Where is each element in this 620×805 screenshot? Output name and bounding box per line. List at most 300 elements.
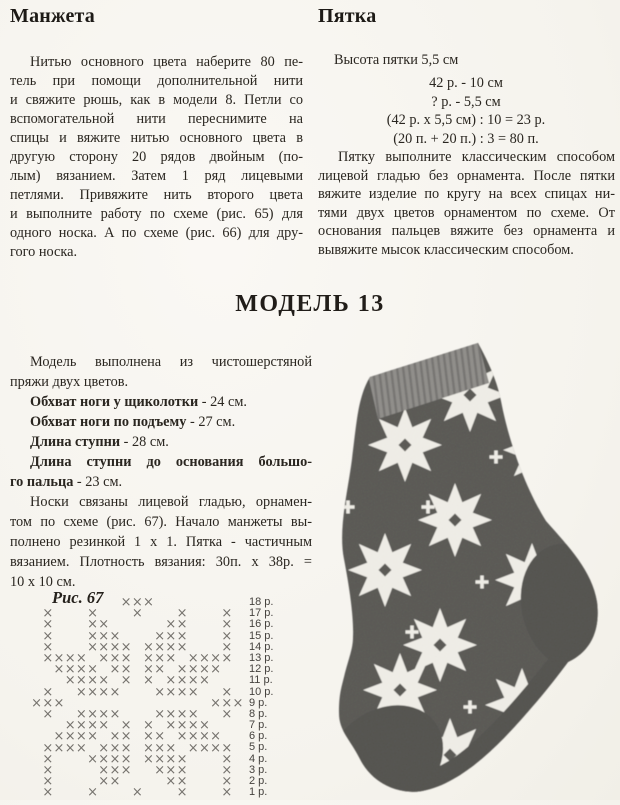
text-line bbox=[318, 241, 615, 260]
stitch-symbol: × bbox=[154, 740, 166, 756]
stitch-symbol: × bbox=[165, 718, 177, 734]
stitch-symbol: × bbox=[120, 762, 132, 778]
stitch-symbol: × bbox=[210, 729, 222, 745]
empty-cell bbox=[210, 787, 221, 798]
stitch-symbol: × bbox=[75, 706, 87, 722]
empty-cell bbox=[76, 619, 87, 630]
heel-section-title: Пятка bbox=[318, 5, 377, 27]
text: Нитью основного цвета наберите 80 пе- bbox=[30, 54, 303, 70]
stitch-symbol: × bbox=[154, 729, 166, 745]
empty-cell bbox=[53, 597, 64, 608]
empty-cell bbox=[53, 619, 64, 630]
text-line bbox=[10, 53, 303, 72]
text: и выполните работу по схеме (рис. 65) для bbox=[10, 206, 303, 222]
chart-row-label: 11 р. bbox=[249, 674, 273, 687]
empty-cell bbox=[132, 642, 143, 653]
empty-cell bbox=[31, 787, 42, 798]
stitch-symbol: × bbox=[187, 662, 199, 678]
text: вспомогательной нити переснимите на bbox=[10, 111, 303, 127]
stitch-symbol: × bbox=[154, 684, 166, 700]
empty-cell bbox=[188, 765, 199, 776]
empty-cell bbox=[210, 619, 221, 630]
stitch-symbol: × bbox=[131, 606, 143, 622]
text-line bbox=[10, 512, 312, 532]
empty-cell bbox=[232, 720, 243, 731]
stitch-symbol: × bbox=[131, 785, 143, 801]
chart-row bbox=[31, 762, 244, 778]
empty-cell bbox=[188, 597, 199, 608]
stitch-symbol: × bbox=[120, 673, 132, 689]
text: основания пальцев вяжите без орнамента и bbox=[318, 223, 615, 240]
text-line bbox=[318, 204, 615, 223]
empty-cell bbox=[199, 619, 210, 630]
stitch-symbol: × bbox=[221, 684, 233, 700]
stitch-symbol: × bbox=[176, 662, 188, 678]
empty-cell bbox=[109, 787, 120, 798]
empty-cell bbox=[188, 787, 199, 798]
model-paragraph bbox=[10, 352, 312, 592]
chart-row bbox=[31, 706, 244, 722]
stitch-symbol: × bbox=[232, 695, 244, 711]
empty-cell bbox=[76, 631, 87, 642]
stitch-symbol: × bbox=[143, 718, 154, 734]
stitch-symbol: × bbox=[87, 617, 98, 633]
chart-row bbox=[31, 673, 244, 689]
text: тями двух цветов орнаментом по схеме. От bbox=[318, 204, 615, 221]
chart-row-label: 18 р. bbox=[249, 596, 274, 608]
stitch-symbol: × bbox=[165, 774, 177, 790]
text-line bbox=[10, 243, 303, 262]
heel-height-line: Высота пятки 5,5 см bbox=[334, 52, 459, 68]
empty-cell bbox=[53, 754, 64, 765]
text: петлями. Привяжите нить второго цвета bbox=[10, 187, 303, 203]
empty-cell bbox=[121, 619, 132, 630]
text: - 23 см. bbox=[73, 474, 123, 490]
chart-row-label: 16 р. bbox=[249, 618, 274, 631]
stitch-symbol: × bbox=[176, 673, 188, 689]
empty-cell bbox=[232, 631, 243, 642]
chart-row-label: 9 р. bbox=[249, 696, 268, 709]
text: - 28 см. bbox=[120, 434, 169, 450]
empty-cell bbox=[31, 597, 42, 608]
empty-cell bbox=[210, 709, 221, 720]
empty-cell bbox=[210, 675, 221, 686]
bold-text: Длина ступни bbox=[30, 434, 121, 450]
empty-cell bbox=[132, 675, 143, 686]
stitch-symbol: × bbox=[221, 628, 233, 644]
stitch-symbol: × bbox=[75, 729, 87, 745]
text: гого носка. bbox=[10, 244, 78, 260]
empty-cell bbox=[232, 653, 243, 664]
stitch-symbol: × bbox=[53, 740, 65, 756]
empty-cell bbox=[121, 698, 132, 709]
empty-cell bbox=[98, 787, 109, 798]
empty-cell bbox=[132, 731, 143, 742]
stitch-symbol: × bbox=[42, 785, 54, 801]
text-line bbox=[10, 224, 303, 243]
stitch-symbol: × bbox=[87, 606, 98, 622]
stitch-symbol: × bbox=[87, 729, 98, 745]
stitch-symbol: × bbox=[109, 740, 121, 756]
empty-cell bbox=[53, 608, 64, 619]
stitch-symbol: × bbox=[98, 673, 110, 689]
heel-calc-line: (20 п. + 20 п.) : 3 = 80 п. bbox=[393, 130, 539, 147]
stitch-symbol: × bbox=[176, 628, 188, 644]
empty-cell bbox=[121, 608, 132, 619]
stitch-symbol: × bbox=[42, 628, 54, 644]
empty-cell bbox=[31, 664, 42, 675]
stitch-symbol: × bbox=[64, 673, 76, 689]
empty-cell bbox=[121, 787, 132, 798]
stitch-symbol: × bbox=[75, 718, 87, 734]
stitch-symbol: × bbox=[42, 617, 54, 633]
stitch-symbol: × bbox=[221, 751, 233, 767]
empty-cell bbox=[132, 698, 143, 709]
text: лым) вязанием. Затем 1 ряд лицевыми bbox=[10, 168, 303, 184]
chart-row bbox=[31, 628, 244, 644]
stitch-symbol: × bbox=[53, 729, 65, 745]
empty-cell bbox=[65, 698, 76, 709]
empty-cell bbox=[76, 776, 87, 787]
chart-row-label: 1 р. bbox=[249, 786, 268, 799]
stitch-symbol: × bbox=[109, 774, 121, 790]
stitch-symbol: × bbox=[143, 673, 154, 689]
empty-cell bbox=[188, 776, 199, 787]
stitch-symbol: × bbox=[109, 651, 121, 667]
stitch-symbol: × bbox=[176, 606, 188, 622]
stitch-symbol: × bbox=[64, 662, 76, 678]
empty-cell bbox=[199, 631, 210, 642]
heel-paragraph bbox=[318, 148, 615, 260]
stitch-symbol: × bbox=[98, 751, 110, 767]
stitch-symbol: × bbox=[42, 706, 54, 722]
text: вяжите изделие по кругу на всех спицах ни- bbox=[318, 186, 615, 203]
text-line bbox=[10, 532, 312, 552]
stitch-symbol: × bbox=[87, 785, 98, 801]
stitch-symbol: × bbox=[221, 695, 233, 711]
empty-cell bbox=[31, 653, 42, 664]
text-line bbox=[10, 352, 312, 372]
empty-cell bbox=[121, 776, 132, 787]
empty-cell bbox=[132, 742, 143, 753]
stitch-symbol: × bbox=[165, 617, 177, 633]
chart-row-label: 17 р. bbox=[249, 607, 274, 620]
stitch-symbol: × bbox=[42, 639, 54, 655]
stitch-symbol: × bbox=[176, 706, 188, 722]
stitch-symbol: × bbox=[187, 729, 199, 745]
stitch-symbol: × bbox=[187, 651, 199, 667]
stitch-symbol: × bbox=[143, 595, 154, 611]
heel-calc-line: 42 р. - 10 см bbox=[429, 75, 503, 91]
stitch-symbol: × bbox=[210, 695, 222, 711]
text: - 27 см. bbox=[186, 414, 236, 430]
text-line bbox=[10, 110, 303, 129]
text-line bbox=[318, 185, 615, 204]
empty-cell bbox=[76, 597, 87, 608]
stitch-symbol: × bbox=[42, 695, 54, 711]
stitch-symbol: × bbox=[75, 651, 87, 667]
text-line bbox=[10, 552, 312, 572]
empty-cell bbox=[221, 720, 232, 731]
stitch-symbol: × bbox=[109, 639, 121, 655]
chart-row-label: 5 р. bbox=[249, 741, 268, 754]
stitch-symbol: × bbox=[143, 751, 154, 767]
empty-cell bbox=[154, 597, 165, 608]
stitch-symbol: × bbox=[221, 606, 233, 622]
bold-text: го пальца bbox=[10, 474, 74, 490]
chart-row bbox=[31, 695, 244, 711]
empty-cell bbox=[121, 687, 132, 698]
sock-photo-illustration bbox=[326, 341, 616, 800]
stitch-symbol: × bbox=[187, 706, 199, 722]
stitch-symbol: × bbox=[154, 706, 166, 722]
text-line bbox=[10, 492, 312, 512]
stitch-symbol: × bbox=[154, 651, 166, 667]
stitch-symbol: × bbox=[165, 740, 177, 756]
empty-cell bbox=[199, 698, 210, 709]
heel-calc-block bbox=[318, 74, 614, 148]
empty-cell bbox=[154, 776, 165, 787]
stitch-symbol: × bbox=[109, 684, 121, 700]
chart-row-label: 13 р. bbox=[249, 651, 274, 664]
empty-cell bbox=[232, 787, 243, 798]
empty-cell bbox=[76, 754, 87, 765]
empty-cell bbox=[31, 776, 42, 787]
text: тель при помощи дополнительной нити bbox=[10, 73, 303, 89]
stitch-symbol: × bbox=[176, 718, 188, 734]
stitch-symbol: × bbox=[198, 729, 210, 745]
empty-cell bbox=[53, 765, 64, 776]
text-line bbox=[10, 205, 303, 224]
stitch-symbol: × bbox=[120, 718, 132, 734]
heel-calc-line: ? р. - 5,5 см bbox=[431, 93, 501, 110]
stitch-symbol: × bbox=[75, 684, 87, 700]
empty-cell bbox=[31, 619, 42, 630]
stitch-symbol: × bbox=[98, 740, 110, 756]
text: вывяжите мысок классическим способом. bbox=[318, 241, 574, 258]
stitch-symbol: × bbox=[176, 684, 188, 700]
stitch-symbol: × bbox=[120, 651, 132, 667]
empty-cell bbox=[76, 608, 87, 619]
stitch-symbol: × bbox=[176, 762, 188, 778]
empty-cell bbox=[132, 709, 143, 720]
empty-cell bbox=[210, 608, 221, 619]
sock-photo bbox=[326, 341, 616, 800]
text-line bbox=[10, 432, 312, 452]
stitch-symbol: × bbox=[176, 774, 188, 790]
empty-cell bbox=[199, 776, 210, 787]
empty-cell bbox=[65, 687, 76, 698]
knitting-chart bbox=[31, 595, 244, 801]
text: - 24 см. bbox=[198, 394, 247, 410]
empty-cell bbox=[132, 619, 143, 630]
bold-text: Обхват ноги по подъему bbox=[30, 414, 187, 430]
stitch-symbol: × bbox=[176, 617, 188, 633]
text-line bbox=[318, 222, 615, 241]
stitch-symbol: × bbox=[198, 673, 210, 689]
stitch-symbol: × bbox=[64, 740, 76, 756]
empty-cell bbox=[210, 754, 221, 765]
stitch-symbol: × bbox=[165, 684, 177, 700]
stitch-symbol: × bbox=[221, 651, 233, 667]
stitch-symbol: × bbox=[53, 695, 65, 711]
empty-cell bbox=[132, 664, 143, 675]
cuff-paragraph bbox=[10, 53, 303, 262]
text: спицы и вяжите нитью основного цвета в bbox=[10, 130, 303, 146]
text: Пятку выполните классическим способом bbox=[338, 149, 615, 165]
stitch-symbol: × bbox=[154, 751, 166, 767]
text: вязанием. Плотность вязания: 30п. х 38р. = bbox=[10, 554, 312, 570]
text: Модель выполнена из чистошерстяной bbox=[30, 354, 312, 370]
stitch-symbol: × bbox=[42, 684, 54, 700]
text: и свяжите рюшь, как в модели 8. Петли со bbox=[10, 92, 303, 108]
stitch-symbol: × bbox=[165, 628, 177, 644]
stitch-symbol: × bbox=[154, 639, 166, 655]
empty-cell bbox=[132, 687, 143, 698]
stitch-symbol: × bbox=[176, 751, 188, 767]
chart-row-label: 10 р. bbox=[249, 685, 274, 698]
stitch-symbol: × bbox=[198, 651, 210, 667]
empty-cell bbox=[188, 754, 199, 765]
stitch-symbol: × bbox=[98, 706, 110, 722]
empty-cell bbox=[87, 765, 98, 776]
stitch-symbol: × bbox=[165, 762, 177, 778]
chart-row-labels bbox=[249, 597, 273, 798]
stitch-symbol: × bbox=[53, 662, 65, 678]
stitch-symbol: × bbox=[98, 617, 110, 633]
text-line bbox=[10, 129, 303, 148]
figure-label: Рис. 67 bbox=[52, 588, 104, 607]
empty-cell bbox=[232, 765, 243, 776]
text-line bbox=[318, 148, 615, 167]
model-title: МОДЕЛЬ 13 bbox=[235, 291, 385, 317]
stitch-symbol: × bbox=[221, 762, 233, 778]
empty-cell bbox=[232, 664, 243, 675]
stitch-symbol: × bbox=[109, 662, 121, 678]
text-line bbox=[10, 148, 303, 167]
empty-cell bbox=[210, 765, 221, 776]
empty-cell bbox=[232, 608, 243, 619]
stitch-symbol: × bbox=[98, 651, 110, 667]
chart-row bbox=[31, 617, 244, 633]
stitch-symbol: × bbox=[75, 740, 87, 756]
stitch-symbol: × bbox=[221, 740, 233, 756]
stitch-symbol: × bbox=[42, 774, 54, 790]
text: 10 х 10 см. bbox=[10, 574, 76, 590]
stitch-symbol: × bbox=[221, 617, 233, 633]
stitch-symbol: × bbox=[98, 774, 110, 790]
stitch-symbol: × bbox=[87, 751, 98, 767]
stitch-symbol: × bbox=[42, 651, 54, 667]
text: том по схеме (рис. 67). Начало манжеты вы- bbox=[10, 514, 312, 530]
empty-cell bbox=[143, 776, 154, 787]
stitch-symbol: × bbox=[98, 718, 110, 734]
empty-cell bbox=[76, 787, 87, 798]
stitch-symbol: × bbox=[42, 751, 54, 767]
chart-row-label: 8 р. bbox=[249, 707, 268, 720]
stitch-symbol: × bbox=[42, 762, 54, 778]
text: пряжи двух цветов. bbox=[10, 374, 129, 390]
stitch-symbol: × bbox=[87, 628, 98, 644]
stitch-symbol: × bbox=[165, 706, 177, 722]
empty-cell bbox=[65, 776, 76, 787]
stitch-symbol: × bbox=[87, 706, 98, 722]
empty-cell bbox=[65, 765, 76, 776]
empty-cell bbox=[199, 765, 210, 776]
stitch-symbol: × bbox=[31, 695, 43, 711]
stitch-symbol: × bbox=[53, 651, 65, 667]
empty-cell bbox=[31, 631, 42, 642]
empty-cell bbox=[232, 642, 243, 653]
stitch-symbol: × bbox=[120, 595, 132, 611]
empty-cell bbox=[154, 787, 165, 798]
bold-text: Длина ступни до основания большо- bbox=[30, 454, 312, 470]
empty-cell bbox=[31, 731, 42, 742]
chart-row-label: 14 р. bbox=[249, 640, 274, 653]
stitch-symbol: × bbox=[187, 718, 199, 734]
text-line bbox=[318, 167, 615, 186]
stitch-symbol: × bbox=[165, 751, 177, 767]
empty-cell bbox=[143, 698, 154, 709]
empty-cell bbox=[53, 787, 64, 798]
chart-row-label: 12 р. bbox=[249, 663, 274, 676]
chart-row bbox=[31, 662, 244, 678]
stitch-symbol: × bbox=[87, 673, 98, 689]
text-line bbox=[10, 72, 303, 91]
text-line bbox=[10, 167, 303, 186]
empty-cell bbox=[109, 608, 120, 619]
empty-cell bbox=[53, 675, 64, 686]
stitch-symbol: × bbox=[98, 762, 110, 778]
stitch-symbol: × bbox=[221, 706, 233, 722]
empty-cell bbox=[42, 664, 53, 675]
stitch-symbol: × bbox=[176, 639, 188, 655]
stitch-symbol: × bbox=[75, 662, 87, 678]
empty-cell bbox=[31, 642, 42, 653]
text: Носки связаны лицевой гладью, орнамен- bbox=[30, 494, 312, 510]
chart-row-label: 4 р. bbox=[249, 752, 268, 765]
empty-cell bbox=[143, 608, 154, 619]
chart-row bbox=[31, 606, 244, 622]
stitch-symbol: × bbox=[64, 718, 76, 734]
empty-cell bbox=[132, 631, 143, 642]
empty-cell bbox=[65, 597, 76, 608]
stitch-symbol: × bbox=[143, 740, 154, 756]
chart-row-label: 6 р. bbox=[249, 730, 268, 743]
chart-row-label: 15 р. bbox=[249, 629, 274, 642]
empty-cell bbox=[199, 608, 210, 619]
empty-cell bbox=[199, 687, 210, 698]
stitch-symbol: × bbox=[198, 718, 210, 734]
text-line bbox=[10, 472, 312, 492]
stitch-symbol: × bbox=[87, 662, 98, 678]
empty-cell bbox=[132, 765, 143, 776]
stitch-symbol: × bbox=[87, 684, 98, 700]
empty-cell bbox=[65, 608, 76, 619]
empty-cell bbox=[65, 787, 76, 798]
empty-cell bbox=[65, 631, 76, 642]
stitch-symbol: × bbox=[210, 651, 222, 667]
empty-cell bbox=[232, 742, 243, 753]
chart-row-label: 7 р. bbox=[249, 719, 268, 732]
photo-grain bbox=[326, 341, 616, 800]
empty-cell bbox=[31, 608, 42, 619]
empty-cell bbox=[232, 597, 243, 608]
empty-cell bbox=[199, 597, 210, 608]
stitch-symbol: × bbox=[87, 718, 98, 734]
chart-row bbox=[31, 740, 244, 756]
empty-cell bbox=[232, 754, 243, 765]
